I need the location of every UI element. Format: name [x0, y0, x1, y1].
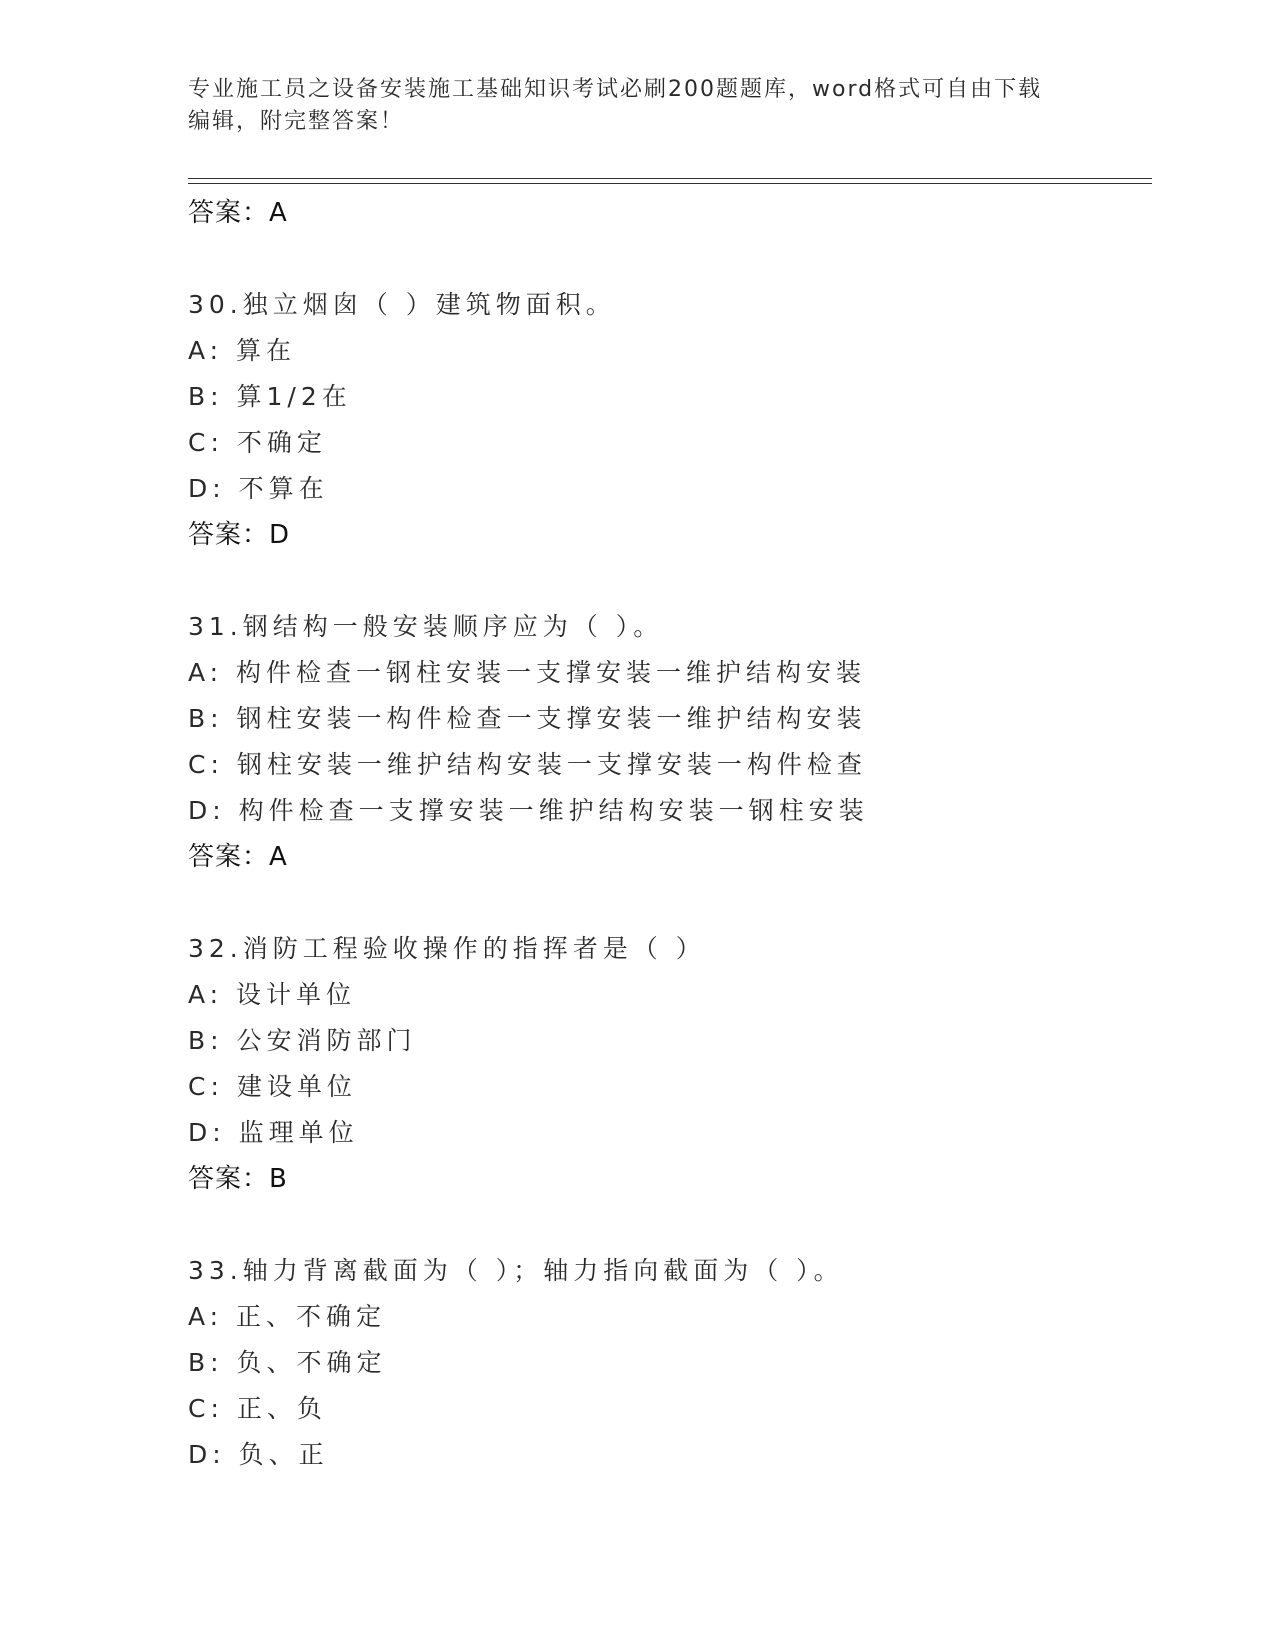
question-text: 30.独立烟囱（ ）建筑物面积。	[188, 290, 616, 319]
question-block	[188, 604, 1138, 880]
option-c: C: 不确定	[188, 428, 327, 457]
option-b: B: 算1/2在	[188, 382, 352, 411]
option-a: A: 正、不确定	[188, 1302, 387, 1331]
option-b: B: 公安消防部门	[188, 1026, 417, 1055]
option-d: D: 负、正	[188, 1440, 329, 1469]
option-c: C: 钢柱安装一维护结构安装一支撑安装一构件检查	[188, 750, 867, 779]
question-text: 31.钢结构一般安装顺序应为（ ）。	[188, 612, 664, 641]
option-c: C: 正、负	[188, 1394, 327, 1423]
option-b: B: 钢柱安装一构件检查一支撑安装一维护结构安装	[188, 704, 867, 733]
header-divider-bottom	[188, 183, 1152, 184]
option-a: A: 设计单位	[188, 980, 357, 1009]
header-line-2: 编辑，附完整答案！	[188, 109, 405, 134]
question-block	[188, 1248, 1138, 1478]
option-a: A: 算在	[188, 336, 297, 365]
question-block	[188, 926, 1138, 1202]
option-b: B: 负、不确定	[188, 1348, 387, 1377]
option-a: A: 构件检查一钢柱安装一支撑安装一维护结构安装	[188, 658, 867, 687]
question-list	[188, 190, 1138, 1478]
document-header	[188, 74, 1088, 138]
question-text: 33.轴力背离截面为（ ）；轴力指向截面为（ ）。	[188, 1256, 844, 1285]
option-d: D: 构件检查一支撑安装一维护结构安装一钢柱安装	[188, 796, 869, 825]
option-d: D: 监理单位	[188, 1118, 359, 1147]
answer-line: 答案：B	[188, 1164, 288, 1194]
option-c: C: 建设单位	[188, 1072, 357, 1101]
answer-line: 答案：A	[188, 198, 288, 228]
header-line-1: 专业施工员之设备安装施工基础知识考试必刷200题题库，word格式可自由下载	[188, 77, 1043, 102]
question-block	[188, 282, 1138, 558]
question-text: 32.消防工程验收操作的指挥者是（ ）	[188, 934, 706, 963]
option-d: D: 不算在	[188, 474, 329, 503]
header-divider-top	[188, 178, 1152, 179]
answer-line: 答案：A	[188, 842, 288, 872]
answer-line: 答案：D	[188, 520, 291, 550]
